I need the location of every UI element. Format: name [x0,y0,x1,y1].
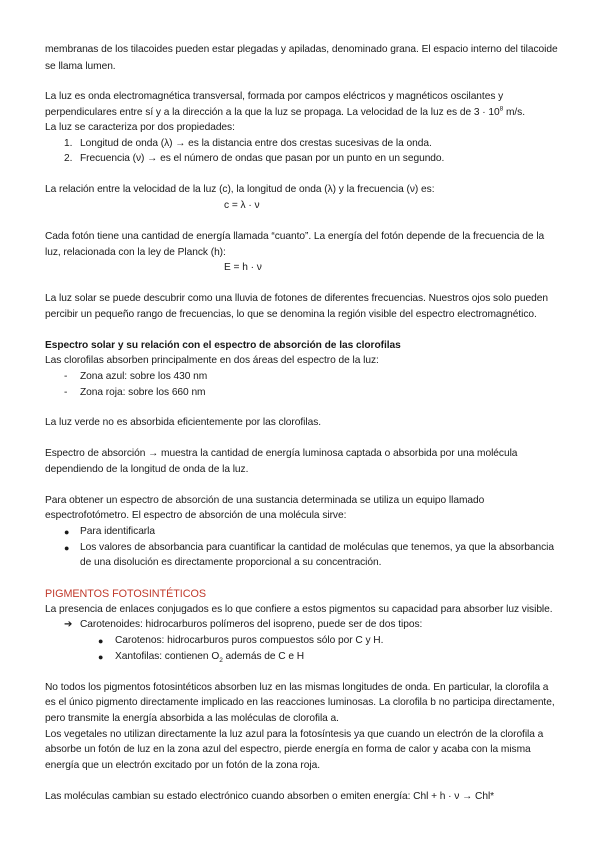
bullet-icon: ● [98,636,104,646]
carotenoids-text: Carotenoides: hidrocarburos polímeros del isopreno, puede ser de dos tipos: [80,619,423,630]
zone-red: Zona roja: sobre los 660 nm [80,387,206,398]
obtain-line-2: espectrofotómetro. El espectro de absorción de una molécula sirve: [45,510,347,521]
property-number: 1. [64,138,73,149]
solar-line-1: La luz solar se puede descubrir como una lluvia de fotones de diferentes frecuencias. Nuestros ojos solo pueden [45,293,549,304]
zone-dash: - [64,371,68,382]
carotenes-text: Carotenos: hidrocarburos puros compuestos sólo por C y H. [115,635,384,646]
pigments-para-3: pero transmite la energía absorbida a las moléculas de clorofila a. [45,713,339,724]
intro-line-2: se llama lumen. [45,61,116,72]
green-light-text: La luz verde no es absorbida eficientemente por las clorofilas. [45,417,322,428]
bullet-icon: ● [64,543,70,553]
spectrum-line-1: Las clorofilas absorben principalmente en dos áreas del espectro de la luz: [45,355,379,366]
property-frequency: Frecuencia (ν) → es el número de ondas que pasan por un punto en un segundo. [80,153,445,164]
light-line-3: La luz se caracteriza por dos propiedades: [45,122,235,133]
pigments-para-2: es el único pigmento directamente implicado en las reacciones luminosas. La clorofila b no participa directamente, [45,697,555,708]
obtain-line-1: Para obtener un espectro de absorción de una sustancia determinada se utiliza un equipo llamado [45,495,485,506]
pigments-para-1: No todos los pigmentos fotosintéticos absorben luz en las mismas longitudes de onda. En particular, la clorofila a [45,682,549,693]
subscript: 2 [219,657,223,665]
pigments-line-1: La presencia de enlaces conjugados es lo que confiere a estos pigmentos su capacidad para absorber luz visible. [45,604,553,615]
exponent: 8 [499,105,504,113]
pigments-para-6: energía que un electrón excitado por un fotón de la zona roja. [45,760,320,771]
section-heading-pigments: PIGMENTOS FOTOSINTÉTICOS [45,588,206,600]
use-quantify-cont: de una disolución es directamente proporcional a su concentración. [80,557,382,568]
photon-line-2: luz, relacionada con la ley de Planck (h): [45,247,226,258]
xanthophylls-text: Xantofilas: contienen $O_2$ además de C e H [115,651,305,665]
pigments-para-4: Los vegetales no utilizan directamente la luz azul para la fotosíntesis ya que cuando un electrón de la clorofila a [45,729,544,740]
use-identify: Para identificarla [80,526,155,537]
photon-line-1: Cada fotón tiene una cantidad de energía llamada “cuanto”. La energía del fotón depende de la frecuencia de la [45,231,545,242]
solar-line-2: percibir un pequeño rango de frecuencias, lo que se denomina la región visible del espectro electromagnético. [45,309,537,320]
light-line-1: La luz es onda electromagnética transversal, formada por campos eléctricos y magnéticos oscilantes y [45,91,504,102]
pigments-para-5: absorbe un fotón de luz en la zona azul del espectro, pierde energía en forma de calor y acaba con la misma [45,744,531,755]
bullet-icon: ● [64,527,70,537]
equation-planck: E = h · ν [224,262,262,273]
zone-dash: - [64,387,68,398]
use-quantify: Los valores de absorbancia para cuantificar la cantidad de moléculas que tenemos, ya que la absorbancia [80,542,554,553]
relation-text: La relación entre la velocidad de la luz (c), la longitud de onda (λ) y la frecuencia (ν) es: [45,184,435,195]
section-title-spectrum: Espectro solar y su relación con el espectro de absorción de las clorofilas [45,340,401,351]
electronic-state-text: Las moléculas cambian su estado electrónico cuando absorben o emiten energía: Chl + h · ν → Chl* [45,791,495,802]
property-wavelength: Longitud de onda (λ) → es la distancia entre dos crestas sucesivas de la onda. [80,138,432,149]
intro-line-1: membranas de los tilacoides pueden estar plegadas y apiladas, denominado grana. El espacio interno del tilacoide [45,44,558,55]
absorption-line-2: dependiendo de la longitud de onda de la luz. [45,464,249,475]
absorption-line-1: Espectro de absorción → muestra la cantidad de energía luminosa captada o absorbida por una molécula [45,448,518,459]
zone-blue: Zona azul: sobre los 430 nm [80,371,208,382]
arrow-icon: ➔ [64,619,73,630]
property-number: 2. [64,153,73,164]
bullet-icon: ● [98,652,104,662]
light-line-2: perpendiculares entre sí y a la dirección a la que la luz se propaga. La velocidad de la luz es de $3 \cdot 10^8$ m/s. [45,105,526,118]
equation-c: c = λ · ν [224,200,260,211]
